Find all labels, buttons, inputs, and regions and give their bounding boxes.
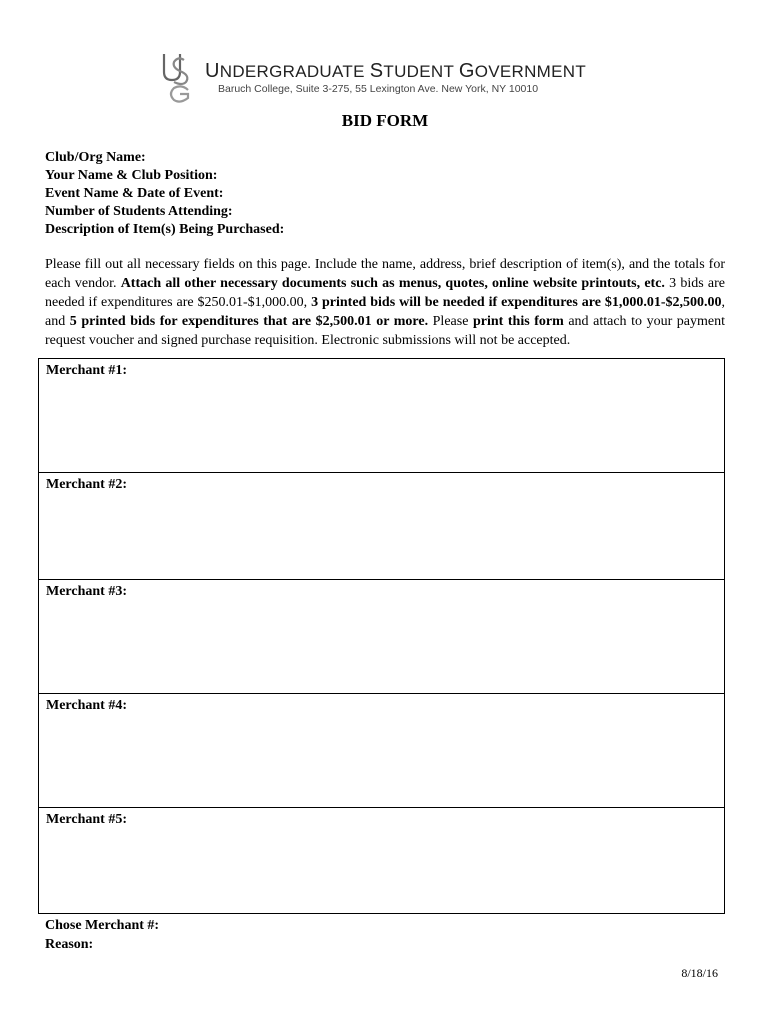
page-title: BID FORM (341, 111, 429, 130)
form-date: 8/18/16 (681, 966, 718, 980)
merchant-box-4[interactable] (39, 694, 724, 808)
merchant-box-2[interactable] (39, 473, 724, 580)
name-position-field[interactable]: Your Name & Club Position: (45, 168, 218, 183)
org-name-initial-g: G (458, 60, 475, 82)
org-address: Baruch College, Suite 3-275, 55 Lexington Ave. New York, NY 10010 (218, 83, 539, 95)
merchant-table (38, 358, 725, 914)
instructions-text-4: Please (428, 314, 473, 329)
org-name-part-1: NDERGRADUATE (219, 62, 370, 81)
merchant-label-5: Merchant #5: (46, 812, 127, 827)
instructions-paragraph (45, 255, 725, 350)
instructions-text-1: Please fill out all necessary fields on this page. Include the name, address, brief description of item(s), and the totals for each vendor. (45, 257, 725, 291)
merchant-label-4: Merchant #4: (46, 698, 127, 713)
instructions-bold-2: 3 printed bids will be needed if expenditures are $1,000.01-$2,500.00 (311, 295, 722, 310)
students-attending-field[interactable]: Number of Students Attending: (45, 204, 233, 219)
chosen-merchant-section (45, 916, 159, 954)
info-fields (45, 149, 284, 239)
instructions-bold-3: 5 printed bids for expenditures that are $2,500.01 or more. (69, 314, 429, 329)
merchant-box-1[interactable] (39, 359, 724, 473)
merchant-label-2: Merchant #2: (46, 477, 127, 492)
merchant-box-3[interactable] (39, 580, 724, 694)
instructions-text-3: , and (45, 295, 725, 329)
instructions-bold-1: Attach all other necessary documents such as menus, quotes, online website printouts, etc. (120, 276, 665, 291)
org-name-part-2: TUDENT (383, 62, 459, 81)
event-name-date-field[interactable]: Event Name & Date of Event: (45, 186, 224, 201)
org-name-initial-s: S (369, 60, 384, 82)
instructions-text-2: 3 bids are needed if expenditures are $250.01-$1,000.00, (45, 276, 726, 310)
org-name-part-3: OVERNMENT (474, 62, 587, 81)
merchant-label-1: Merchant #1: (46, 363, 127, 378)
merchant-label-3: Merchant #3: (46, 584, 127, 599)
merchant-box-5[interactable] (39, 808, 724, 914)
reason-field[interactable]: Reason: (45, 937, 94, 952)
item-description-field[interactable]: Description of Item(s) Being Purchased: (45, 222, 285, 237)
club-org-name-field[interactable]: Club/Org Name: (45, 150, 146, 165)
org-name-initial-u: U (205, 60, 220, 82)
instructions-text-5: and attach to your payment request voucher and signed purchase requisition. Electronic submissions will not be accepted. (45, 314, 725, 348)
instructions-bold-4: print this form (472, 314, 564, 329)
chose-merchant-field[interactable]: Chose Merchant #: (45, 918, 160, 933)
org-name (205, 60, 586, 83)
